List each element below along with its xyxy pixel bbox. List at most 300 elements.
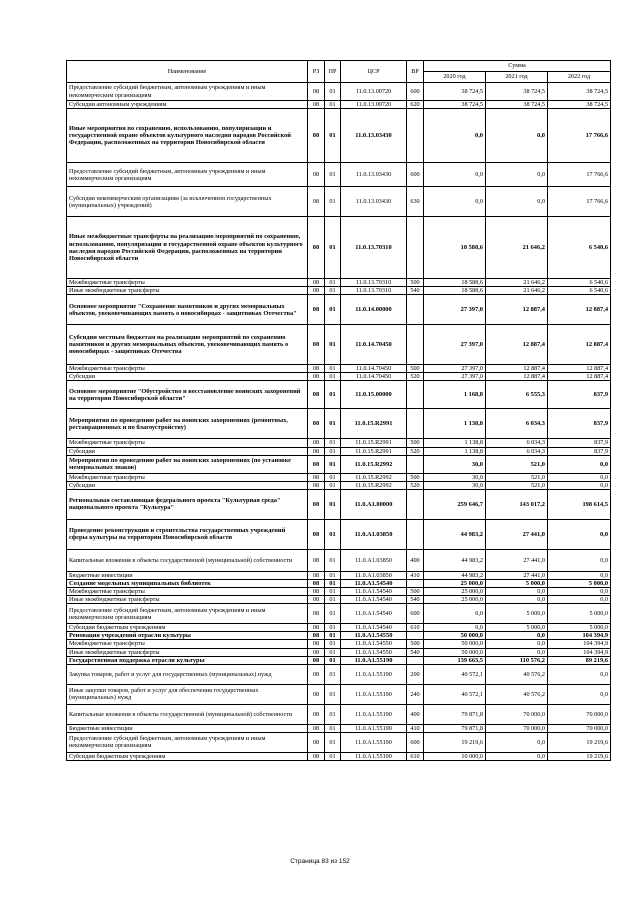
row-pr: 01 — [325, 473, 341, 481]
row-sum-2020: 25 000,0 — [424, 596, 486, 604]
row-sum-2020: 27 397,0 — [424, 295, 486, 325]
row-rz: 08 — [308, 704, 325, 724]
row-name: Создание модельных муниципальных библиотек — [67, 579, 308, 587]
row-sum-2021: 110 576,2 — [486, 656, 548, 664]
row-sum-2020: 1 168,8 — [424, 381, 486, 409]
row-vr: 600 — [407, 83, 424, 101]
row-vr: 410 — [407, 724, 424, 732]
row-csr: 11.0.15.R2992 — [341, 481, 407, 489]
table-row — [67, 684, 611, 704]
table-row — [67, 579, 611, 587]
row-name: Субсидии — [67, 447, 308, 455]
table-row — [67, 409, 611, 439]
row-sum-2022: 6 540,6 — [548, 279, 611, 287]
row-rz: 08 — [308, 373, 325, 381]
row-csr: 11.0.13.00720 — [341, 101, 407, 109]
row-pr: 01 — [325, 732, 341, 752]
row-sum-2022: 0,0 — [548, 664, 611, 684]
row-name: Предоставление субсидий бюджетным, автономным учреждениям и иным некоммерческим организациям — [67, 163, 308, 187]
table-row — [67, 101, 611, 109]
table-row — [67, 83, 611, 101]
row-sum-2022: 837,9 — [548, 409, 611, 439]
row-sum-2022: 837,9 — [548, 381, 611, 409]
row-sum-2022: 12 887,4 — [548, 325, 611, 365]
row-name: Основное мероприятие "Обустройство и восстановление воинских захоронений на территории Новосибирской области" — [67, 381, 308, 409]
table-row — [67, 632, 611, 640]
row-sum-2020: 44 983,2 — [424, 549, 486, 571]
header-year-2022: 2022 год — [548, 72, 611, 83]
row-rz: 08 — [308, 101, 325, 109]
row-csr: 11.0.A1.54540 — [341, 579, 407, 587]
row-vr — [407, 519, 424, 549]
row-name: Региональная составляющая федерального проекта "Культурная среда" национального проекта "Культура" — [67, 489, 308, 519]
row-sum-2022: 6 540,6 — [548, 287, 611, 295]
row-name: Основное мероприятие "Сохранение памятников и других мемориальных объектов, увековечивающих память о новосибирцах - защитниках Отечества" — [67, 295, 308, 325]
row-rz: 08 — [308, 455, 325, 473]
row-csr: 11.0.13.03430 — [341, 109, 407, 163]
row-vr: 400 — [407, 549, 424, 571]
budget-table — [66, 60, 611, 761]
header-csr: ЦСР — [341, 61, 407, 83]
row-vr: 500 — [407, 640, 424, 648]
row-sum-2020: 40 572,1 — [424, 664, 486, 684]
row-name: Предоставление субсидий бюджетным, автономным учреждениям и иным некоммерческим организациям — [67, 604, 308, 624]
row-pr: 01 — [325, 163, 341, 187]
header-vr: ВР — [407, 61, 424, 83]
row-csr: 11.0.A1.55190 — [341, 732, 407, 752]
row-sum-2022: 104 394,9 — [548, 632, 611, 640]
row-sum-2022: 17 766,6 — [548, 109, 611, 163]
row-csr: 11.0.A1.54540 — [341, 588, 407, 596]
header-rz: РЗ — [308, 61, 325, 83]
row-rz: 08 — [308, 109, 325, 163]
row-csr: 11.0.15.R2992 — [341, 473, 407, 481]
header-sum: Сумма — [424, 61, 611, 72]
row-csr: 11.0.A1.55190 — [341, 664, 407, 684]
row-pr: 01 — [325, 549, 341, 571]
row-sum-2022: 19 219,6 — [548, 732, 611, 752]
table-row — [67, 732, 611, 752]
row-sum-2020: 79 871,8 — [424, 724, 486, 732]
row-sum-2020: 44 983,2 — [424, 519, 486, 549]
row-csr: 11.0.A1.54550 — [341, 640, 407, 648]
row-sum-2020: 0,0 — [424, 604, 486, 624]
row-sum-2021: 12 887,4 — [486, 325, 548, 365]
row-pr: 01 — [325, 109, 341, 163]
table-row — [67, 489, 611, 519]
row-sum-2020: 19 219,6 — [424, 732, 486, 752]
row-rz: 08 — [308, 549, 325, 571]
row-sum-2020: 50 000,0 — [424, 632, 486, 640]
row-sum-2020: 18 588,6 — [424, 217, 486, 279]
row-csr: 11.0.14.00000 — [341, 295, 407, 325]
row-sum-2020: 30,0 — [424, 455, 486, 473]
page-footer: Страница 83 из 152 — [290, 858, 350, 865]
row-name: Закупка товаров, работ и услуг для государственных (муниципальных) нужд — [67, 664, 308, 684]
row-csr: 11.0.13.70310 — [341, 287, 407, 295]
row-sum-2020: 18 588,6 — [424, 279, 486, 287]
row-sum-2020: 30,0 — [424, 473, 486, 481]
table-row — [67, 381, 611, 409]
row-sum-2020: 27 397,0 — [424, 325, 486, 365]
row-sum-2021: 6 034,3 — [486, 409, 548, 439]
row-vr: 500 — [407, 279, 424, 287]
row-sum-2021: 521,0 — [486, 473, 548, 481]
row-sum-2020: 38 724,5 — [424, 101, 486, 109]
row-sum-2022: 38 724,5 — [548, 101, 611, 109]
row-name: Государственная поддержка отрасли культуры — [67, 656, 308, 664]
row-sum-2021: 27 441,0 — [486, 519, 548, 549]
row-name: Иные межбюджетные трансферты — [67, 287, 308, 295]
row-sum-2022: 5 000,0 — [548, 604, 611, 624]
row-csr: 11.0.15.R2991 — [341, 447, 407, 455]
row-sum-2021: 21 646,2 — [486, 287, 548, 295]
row-vr: 540 — [407, 287, 424, 295]
row-name: Межбюджетные трансферты — [67, 365, 308, 373]
row-sum-2020: 38 724,5 — [424, 83, 486, 101]
row-vr — [407, 455, 424, 473]
row-name: Мероприятия по проведению работ на воинских захоронениях (по установке мемориальных знаков) — [67, 455, 308, 473]
row-sum-2021: 21 646,2 — [486, 217, 548, 279]
row-rz: 08 — [308, 664, 325, 684]
row-sum-2021: 38 724,5 — [486, 101, 548, 109]
row-sum-2022: 38 724,5 — [548, 83, 611, 101]
row-sum-2021: 40 576,2 — [486, 684, 548, 704]
row-vr: 610 — [407, 752, 424, 760]
row-name: Мероприятия по проведению работ на воинских захоронениях (ремонтных, реставрационных и по благоустройству) — [67, 409, 308, 439]
row-sum-2020: 0,0 — [424, 109, 486, 163]
row-sum-2021: 0,0 — [486, 596, 548, 604]
row-sum-2022: 0,0 — [548, 596, 611, 604]
row-sum-2020: 44 983,2 — [424, 571, 486, 579]
row-pr: 01 — [325, 596, 341, 604]
table-row — [67, 455, 611, 473]
row-sum-2021: 38 724,5 — [486, 83, 548, 101]
row-name: Капитальные вложения в объекты государственной (муниципальной) собственности — [67, 704, 308, 724]
row-sum-2022: 104 394,9 — [548, 640, 611, 648]
row-csr: 11.0.A1.55190 — [341, 724, 407, 732]
row-sum-2022: 0,0 — [548, 571, 611, 579]
row-rz: 08 — [308, 295, 325, 325]
row-sum-2021: 5 000,0 — [486, 604, 548, 624]
row-sum-2022: 837,9 — [548, 439, 611, 447]
row-sum-2021: 27 441,0 — [486, 571, 548, 579]
header-name: Наименование — [67, 61, 308, 83]
row-vr — [407, 409, 424, 439]
row-vr: 600 — [407, 604, 424, 624]
row-name: Межбюджетные трансферты — [67, 439, 308, 447]
table-row — [67, 287, 611, 295]
row-sum-2022: 17 766,6 — [548, 163, 611, 187]
row-sum-2022: 198 614,5 — [548, 489, 611, 519]
row-rz: 08 — [308, 287, 325, 295]
table-row — [67, 588, 611, 596]
row-sum-2022: 0,0 — [548, 481, 611, 489]
row-rz: 08 — [308, 83, 325, 101]
row-sum-2021: 6 555,3 — [486, 381, 548, 409]
table-row — [67, 373, 611, 381]
row-sum-2020: 18 588,6 — [424, 287, 486, 295]
row-csr: 11.0.13.03430 — [341, 187, 407, 217]
row-pr: 01 — [325, 287, 341, 295]
row-csr: 11.0.15.00000 — [341, 381, 407, 409]
row-sum-2021: 0,0 — [486, 640, 548, 648]
row-name: Иные мероприятия по сохранению, использованию, популяризации и государственной охране объектов культурного наследия народов Российской Федерации, расположенных на территории Новосибирской области — [67, 109, 308, 163]
table-row — [67, 109, 611, 163]
row-sum-2020: 10 000,0 — [424, 752, 486, 760]
row-vr: 400 — [407, 704, 424, 724]
row-sum-2021: 70 000,0 — [486, 724, 548, 732]
row-sum-2022: 70 000,0 — [548, 704, 611, 724]
table-row — [67, 704, 611, 724]
row-pr: 01 — [325, 579, 341, 587]
row-pr: 01 — [325, 325, 341, 365]
row-sum-2021: 40 576,2 — [486, 664, 548, 684]
row-csr: 11.0.A1.54550 — [341, 632, 407, 640]
row-name: Капитальные вложения в объекты государственной (муниципальной) собственности — [67, 549, 308, 571]
row-name: Субсидии бюджетным учреждениям — [67, 752, 308, 760]
row-sum-2022: 0,0 — [548, 455, 611, 473]
row-vr: 520 — [407, 447, 424, 455]
table-header — [67, 61, 611, 83]
row-pr: 01 — [325, 604, 341, 624]
row-name: Межбюджетные трансферты — [67, 640, 308, 648]
row-name: Бюджетные инвестиции — [67, 724, 308, 732]
row-name: Иные закупки товаров, работ и услуг для обеспечения государственных (муниципальных) нужд — [67, 684, 308, 704]
row-name: Межбюджетные трансферты — [67, 588, 308, 596]
row-sum-2021: 0,0 — [486, 109, 548, 163]
row-csr: 11.0.A1.03850 — [341, 519, 407, 549]
row-name: Иные межбюджетные трансферты на реализацию мероприятий по сохранению, использованию, популяризации и государственной охране объектов культурного наследия народов Российской Федерации, расположенных на территории Новосибирской области — [67, 217, 308, 279]
row-sum-2021: 0,0 — [486, 632, 548, 640]
row-vr: 520 — [407, 373, 424, 381]
row-name: Субсидии автономным учреждениям — [67, 101, 308, 109]
row-csr: 11.0.A1.55190 — [341, 704, 407, 724]
row-rz: 08 — [308, 624, 325, 632]
row-pr: 01 — [325, 83, 341, 101]
row-csr: 11.0.A1.03850 — [341, 571, 407, 579]
row-pr: 01 — [325, 519, 341, 549]
row-pr: 01 — [325, 217, 341, 279]
row-pr: 01 — [325, 295, 341, 325]
row-name: Бюджетные инвестиции — [67, 571, 308, 579]
row-vr: 540 — [407, 596, 424, 604]
header-year-2021: 2021 год — [486, 72, 548, 83]
row-vr: 610 — [407, 624, 424, 632]
row-rz: 08 — [308, 732, 325, 752]
row-sum-2021: 12 887,4 — [486, 365, 548, 373]
row-sum-2020: 0,0 — [424, 163, 486, 187]
row-sum-2022: 12 887,4 — [548, 365, 611, 373]
row-rz: 08 — [308, 489, 325, 519]
row-sum-2022: 12 887,4 — [548, 373, 611, 381]
row-pr: 01 — [325, 439, 341, 447]
row-pr: 01 — [325, 381, 341, 409]
row-pr: 01 — [325, 409, 341, 439]
table-row — [67, 656, 611, 664]
row-pr: 01 — [325, 279, 341, 287]
row-csr: 11.0.A1.03850 — [341, 549, 407, 571]
row-sum-2020: 40 572,1 — [424, 684, 486, 704]
row-sum-2021: 21 646,2 — [486, 279, 548, 287]
row-vr — [407, 489, 424, 519]
row-csr: 11.0.A1.55190 — [341, 656, 407, 664]
row-vr — [407, 579, 424, 587]
row-vr — [407, 632, 424, 640]
table-row — [67, 724, 611, 732]
row-pr: 01 — [325, 664, 341, 684]
row-name: Иные межбюджетные трансферты — [67, 596, 308, 604]
row-csr: 11.0.A1.54550 — [341, 648, 407, 656]
table-row — [67, 447, 611, 455]
row-vr: 620 — [407, 101, 424, 109]
row-name: Межбюджетные трансферты — [67, 279, 308, 287]
row-rz: 08 — [308, 684, 325, 704]
row-rz: 08 — [308, 325, 325, 365]
table-row — [67, 604, 611, 624]
row-name: Субсидии некоммерческим организациям (за исключением государственных (муниципальных) учреждений) — [67, 187, 308, 217]
row-vr: 600 — [407, 732, 424, 752]
row-sum-2021: 70 000,0 — [486, 704, 548, 724]
row-rz: 08 — [308, 163, 325, 187]
row-sum-2020: 25 000,0 — [424, 579, 486, 587]
row-rz: 08 — [308, 473, 325, 481]
row-name: Проведение реконструкции и строительства государственных учреждений сферы культуры на территории Новосибирской области — [67, 519, 308, 549]
row-sum-2020: 1 138,8 — [424, 409, 486, 439]
row-vr — [407, 381, 424, 409]
row-name: Субсидии — [67, 481, 308, 489]
table-row — [67, 473, 611, 481]
row-sum-2022: 5 000,0 — [548, 624, 611, 632]
row-rz: 08 — [308, 752, 325, 760]
row-vr: 240 — [407, 684, 424, 704]
table-row — [67, 365, 611, 373]
table-row — [67, 648, 611, 656]
row-vr: 630 — [407, 187, 424, 217]
row-sum-2021: 521,0 — [486, 455, 548, 473]
row-pr: 01 — [325, 624, 341, 632]
row-sum-2021: 6 034,3 — [486, 439, 548, 447]
row-pr: 01 — [325, 656, 341, 664]
row-sum-2022: 104 394,9 — [548, 648, 611, 656]
row-pr: 01 — [325, 640, 341, 648]
row-sum-2020: 79 871,8 — [424, 704, 486, 724]
row-vr — [407, 325, 424, 365]
row-pr: 01 — [325, 187, 341, 217]
row-pr: 01 — [325, 101, 341, 109]
row-pr: 01 — [325, 447, 341, 455]
row-rz: 08 — [308, 724, 325, 732]
row-sum-2021: 0,0 — [486, 648, 548, 656]
row-sum-2021: 0,0 — [486, 163, 548, 187]
row-sum-2022: 0,0 — [548, 473, 611, 481]
row-sum-2022: 89 219,6 — [548, 656, 611, 664]
row-sum-2021: 143 017,2 — [486, 489, 548, 519]
row-pr: 01 — [325, 481, 341, 489]
row-csr: 11.0.A1.55190 — [341, 684, 407, 704]
row-sum-2020: 0,0 — [424, 624, 486, 632]
row-sum-2021: 0,0 — [486, 752, 548, 760]
row-vr: 500 — [407, 439, 424, 447]
header-pr: ПР — [325, 61, 341, 83]
row-sum-2020: 0,0 — [424, 187, 486, 217]
row-pr: 01 — [325, 632, 341, 640]
row-vr — [407, 295, 424, 325]
row-csr: 11.0.14.70450 — [341, 373, 407, 381]
table-row — [67, 664, 611, 684]
row-name: Субсидии бюджетным учреждениям — [67, 624, 308, 632]
row-vr: 410 — [407, 571, 424, 579]
row-sum-2022: 0,0 — [548, 684, 611, 704]
row-sum-2022: 19 219,6 — [548, 752, 611, 760]
row-csr: 11.0.13.00720 — [341, 83, 407, 101]
row-rz: 08 — [308, 579, 325, 587]
row-rz: 08 — [308, 588, 325, 596]
row-sum-2021: 521,0 — [486, 481, 548, 489]
row-sum-2021: 0,0 — [486, 187, 548, 217]
row-rz: 08 — [308, 519, 325, 549]
row-vr: 500 — [407, 473, 424, 481]
row-name: Иные межбюджетные трансферты — [67, 648, 308, 656]
row-rz: 08 — [308, 648, 325, 656]
row-sum-2022: 5 000,0 — [548, 579, 611, 587]
row-sum-2022: 70 000,0 — [548, 724, 611, 732]
row-csr: 11.0.A1.54540 — [341, 596, 407, 604]
row-sum-2020: 1 138,8 — [424, 439, 486, 447]
row-rz: 08 — [308, 409, 325, 439]
row-csr: 11.0.13.70310 — [341, 217, 407, 279]
row-sum-2020: 27 397,0 — [424, 373, 486, 381]
row-sum-2020: 25 000,0 — [424, 588, 486, 596]
row-csr: 11.0.15.R2991 — [341, 409, 407, 439]
row-rz: 08 — [308, 447, 325, 455]
row-rz: 08 — [308, 187, 325, 217]
table-row — [67, 571, 611, 579]
row-rz: 08 — [308, 439, 325, 447]
row-vr: 600 — [407, 163, 424, 187]
row-vr — [407, 109, 424, 163]
row-csr: 11.0.A1.00000 — [341, 489, 407, 519]
row-csr: 11.0.13.70310 — [341, 279, 407, 287]
row-sum-2021: 6 034,3 — [486, 447, 548, 455]
row-sum-2020: 50 000,0 — [424, 648, 486, 656]
table-row — [67, 752, 611, 760]
row-vr: 520 — [407, 481, 424, 489]
row-vr: 540 — [407, 648, 424, 656]
row-sum-2020: 259 646,7 — [424, 489, 486, 519]
table-row — [67, 279, 611, 287]
row-rz: 08 — [308, 217, 325, 279]
row-vr — [407, 217, 424, 279]
table-row — [67, 549, 611, 571]
row-csr: 11.0.13.03430 — [341, 163, 407, 187]
row-sum-2021: 5 000,0 — [486, 579, 548, 587]
row-csr: 11.0.A1.54540 — [341, 624, 407, 632]
row-sum-2021: 27 441,0 — [486, 549, 548, 571]
row-pr: 01 — [325, 571, 341, 579]
row-rz: 08 — [308, 279, 325, 287]
row-csr: 11.0.A1.55190 — [341, 752, 407, 760]
header-year-2020: 2020 год — [424, 72, 486, 83]
row-sum-2021: 0,0 — [486, 588, 548, 596]
row-rz: 08 — [308, 481, 325, 489]
table-row — [67, 640, 611, 648]
row-rz: 08 — [308, 365, 325, 373]
table-row — [67, 439, 611, 447]
row-csr: 11.0.15.R2992 — [341, 455, 407, 473]
row-pr: 01 — [325, 684, 341, 704]
row-name: Реновация учреждений отрасли культуры — [67, 632, 308, 640]
